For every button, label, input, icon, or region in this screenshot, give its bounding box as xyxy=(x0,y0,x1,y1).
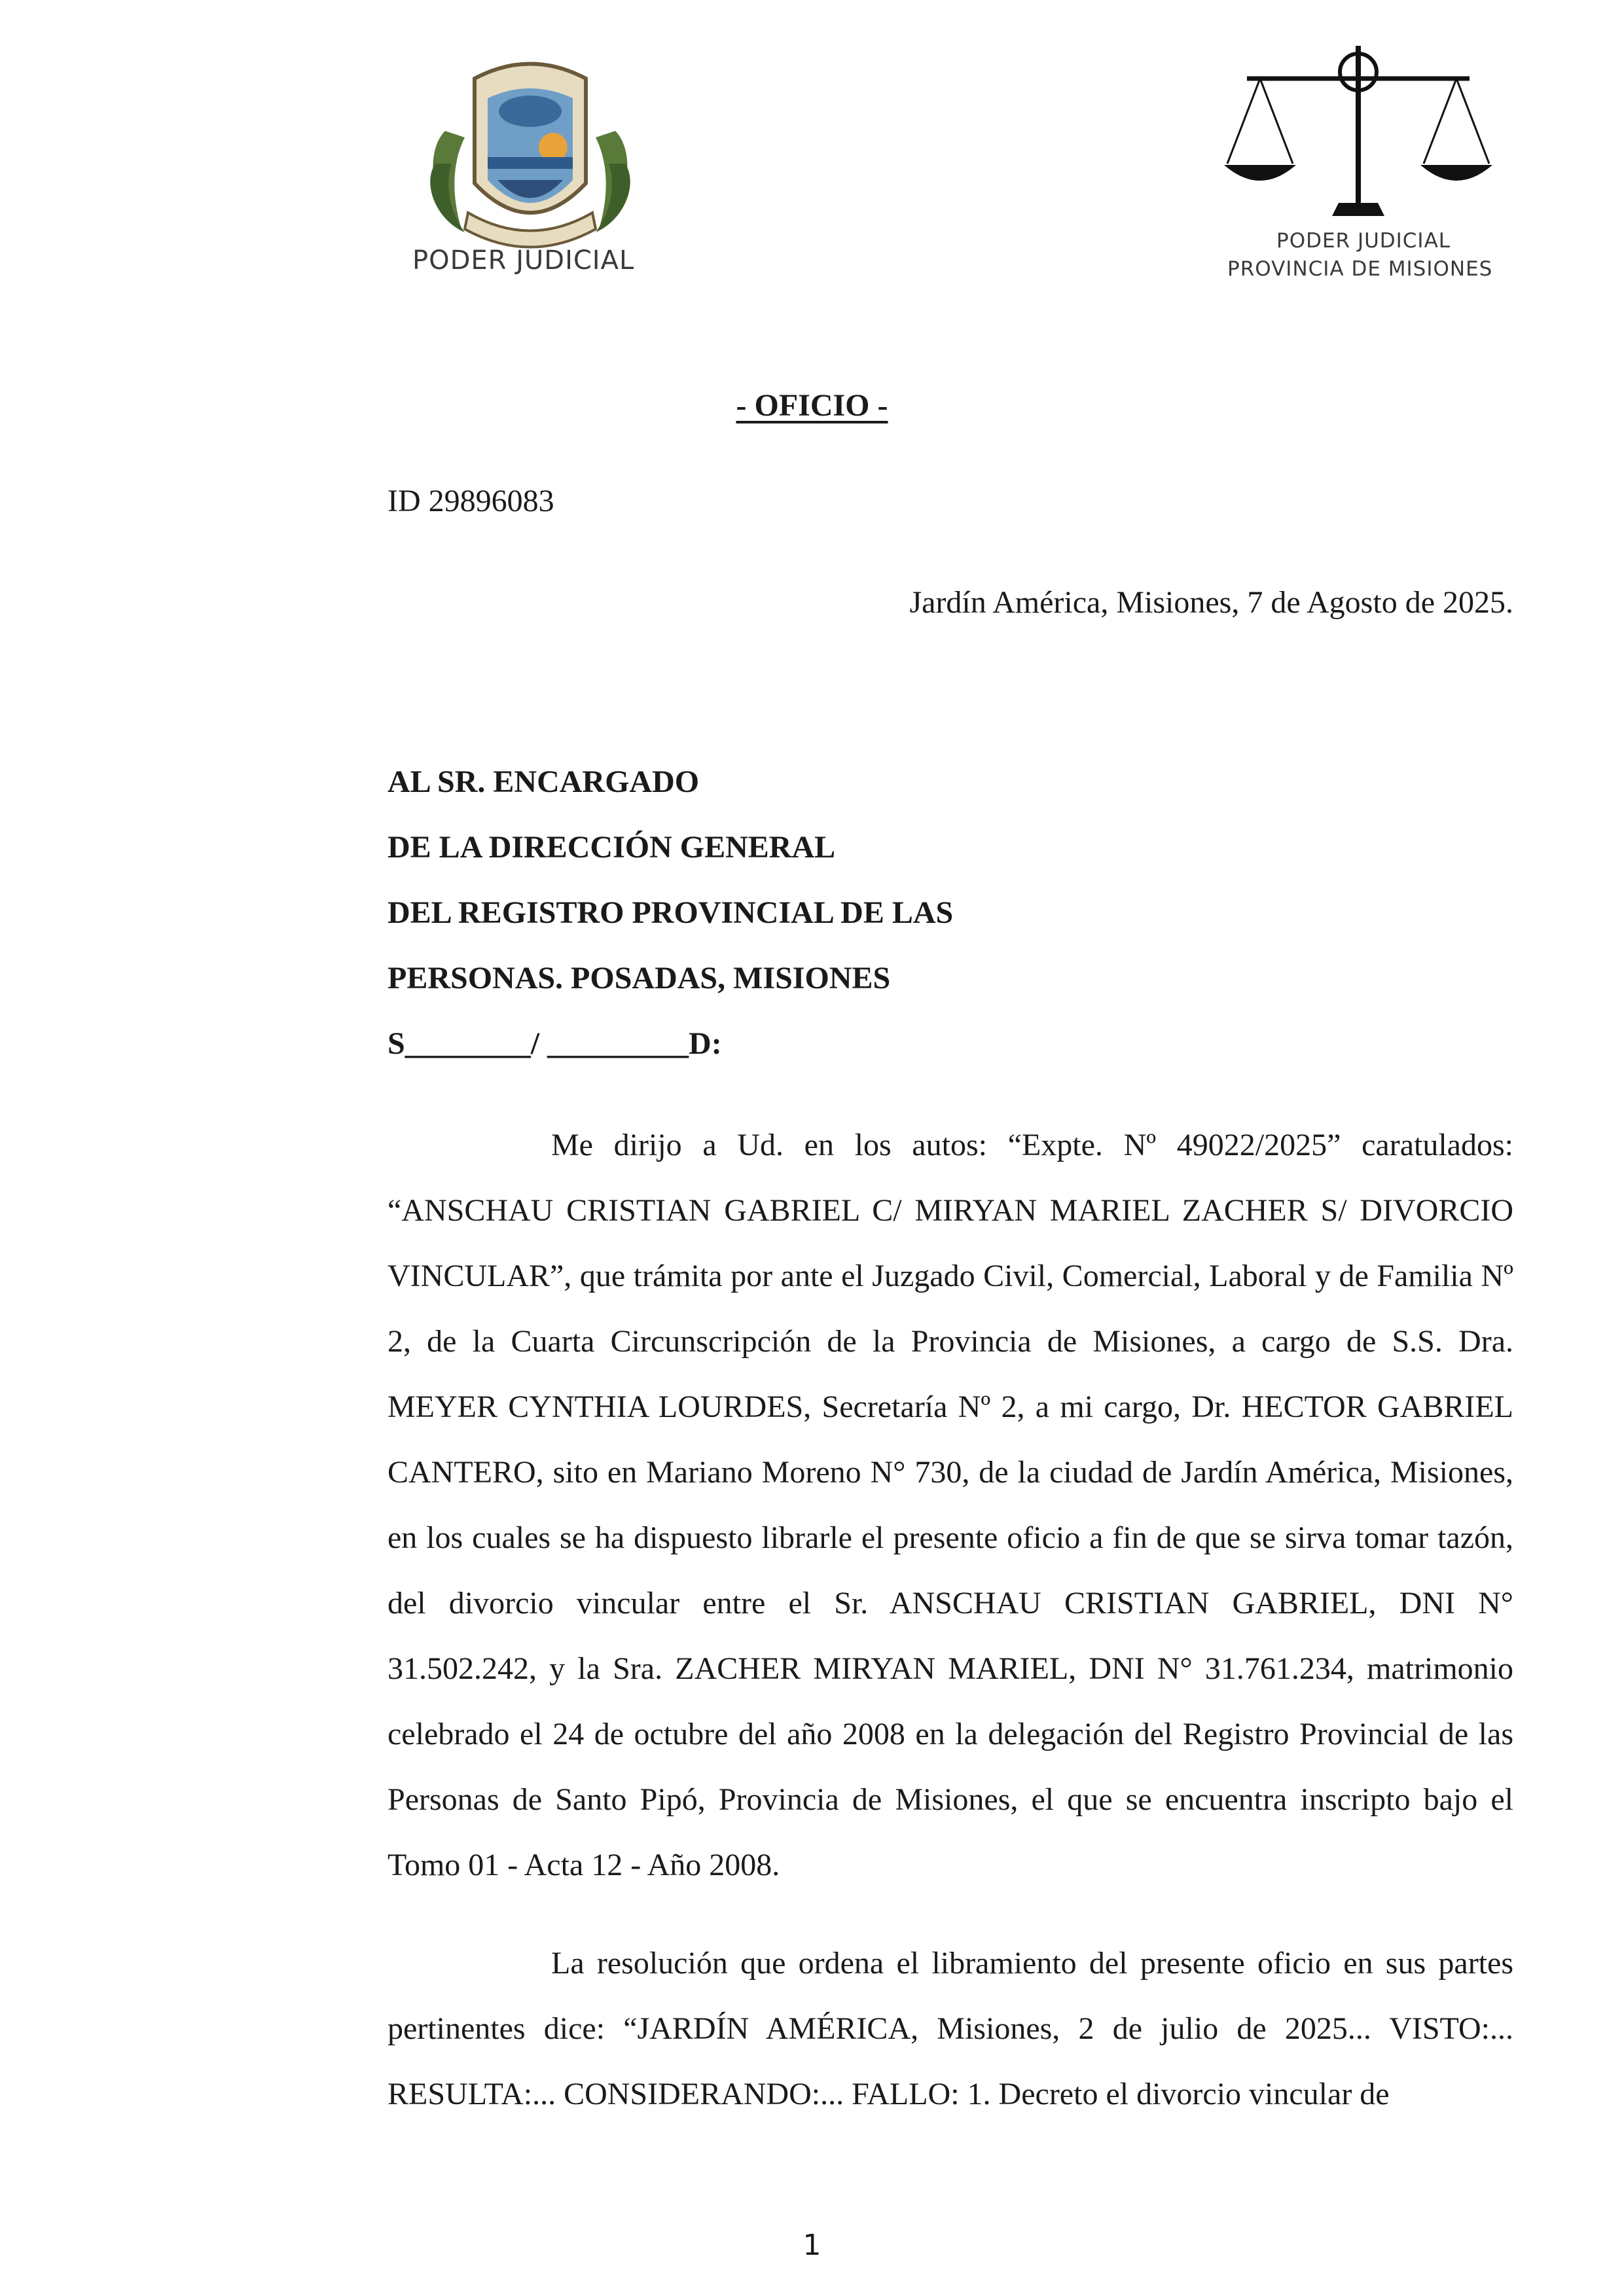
document-title: - OFICIO - xyxy=(736,388,888,423)
poder-judicial-misiones-seal-logo xyxy=(399,52,661,288)
page-number: 1 xyxy=(803,2229,821,2262)
addressee-block xyxy=(388,749,953,1077)
addressee-line: S________/ _________D: xyxy=(388,1026,722,1061)
addressee-line: PERSONAS. POSADAS, MISIONES xyxy=(388,961,891,996)
place-and-date: Jardín América, Misiones, 7 de Agosto de 2025. xyxy=(909,585,1513,620)
addressee-line: AL SR. ENCARGADO xyxy=(388,764,700,799)
provincial-seal-icon xyxy=(399,52,661,249)
body-paragraph-2: La resolución que ordena el libramiento del presente oficio en sus partes pertinentes dice: “JARDÍN AMÉRICA, Misiones, 2 de julio de 2025... VISTO:... RESULTA:... CONSIDERANDO:... FALLO: 1. Decreto el divorcio vincular de xyxy=(388,1946,1513,2111)
right-logo-caption-line1: PODER JUDICIAL xyxy=(1276,229,1451,253)
poder-judicial-scales-logo xyxy=(1214,39,1502,291)
left-logo-caption: PODER JUDICIAL xyxy=(412,245,635,276)
body-paragraph-1: Me dirijo a Ud. en los autos: “Expte. Nº 49022/2025” caratulados: “ANSCHAU CRISTIAN GABRIEL C/ MIRYAN MARIEL ZACHER S/ DIVORCIO VINCULAR”, que trámita por ante el Juzgado Civil, Comercial, Laboral y de Familia Nº 2, de la Cuarta Circunscripción de la Provincia de Misiones, a cargo de S.S. Dra. MEYER CYNTHIA LOURDES, Secretaría Nº 2, a mi cargo, Dr. HECTOR GABRIEL CANTERO, sito en Mariano Moreno N° 730, de la ciudad de Jardín América, Misiones, en los cuales se ha dispuesto librarle el presente oficio a fin de que se sirva tomar tazón, del divorcio vincular entre el Sr. ANSCHAU CRISTIAN GABRIEL, DNI N° 31.502.242, y la Sra. ZACHER MIRYAN MARIEL, DNI N° 31.761.234, matrimonio celebrado el 24 de octubre del año 2008 en la delegación del Registro Provincial de las Personas de Santo Pipó, Provincia de Misiones, el que se encuentra inscripto bajo el Tomo 01 - Acta 12 - Año 2008. xyxy=(388,1128,1513,1882)
scales-of-justice-icon xyxy=(1214,39,1502,226)
addressee-line: DEL REGISTRO PROVINCIAL DE LAS xyxy=(388,895,954,930)
document-id: ID 29896083 xyxy=(388,484,554,518)
addressee-line: DE LA DIRECCIÓN GENERAL xyxy=(388,830,836,865)
right-logo-caption-line2: PROVINCIA DE MISIONES xyxy=(1227,257,1493,281)
